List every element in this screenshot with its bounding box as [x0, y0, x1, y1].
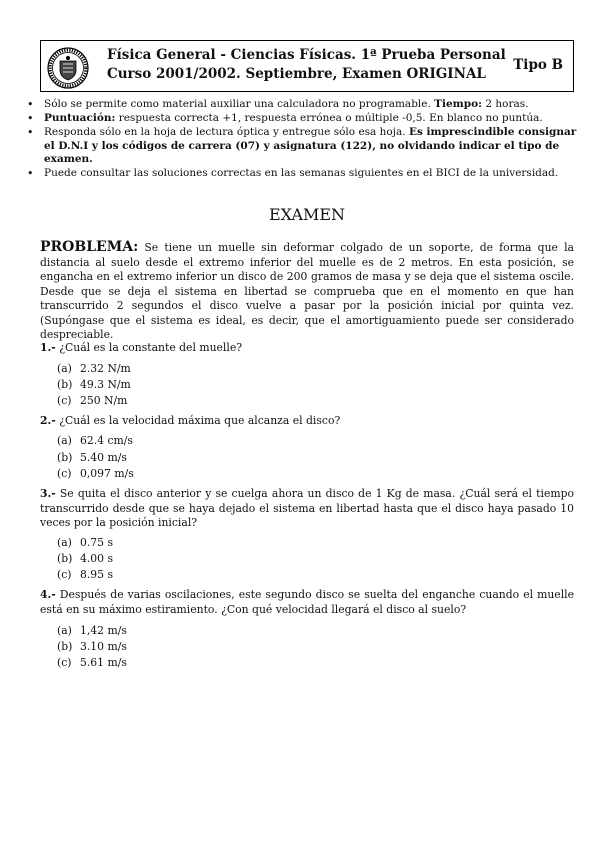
option-3b — [57, 552, 113, 565]
option-letter: (a) — [57, 362, 72, 375]
option-text: 0.75 s — [80, 536, 114, 549]
option-2b — [57, 451, 127, 464]
header-exam-session: Curso 2001/2002. Septiembre, Examen ORIGINAL — [107, 66, 486, 82]
rule-emphasis: Es imprescindible consignar el D.N.I y los códigos de carrera (07) y asignatura (122), no olvidando indicar el tipo de examen. — [44, 126, 577, 165]
option-3a — [57, 536, 113, 549]
option-text: 1,42 m/s — [80, 624, 127, 637]
option-letter: (a) — [57, 434, 72, 447]
rule-item — [24, 126, 580, 167]
rule-emphasis: Puntuación: — [44, 112, 116, 124]
problem-heading: PROBLEMA: — [40, 239, 139, 255]
exam-rules-list — [24, 98, 580, 181]
option-2a — [57, 434, 133, 447]
option-letter: (a) — [57, 536, 72, 549]
question-number: 3.- — [40, 487, 56, 500]
question-number: 4.- — [40, 588, 56, 601]
bullet-icon: • — [27, 112, 34, 125]
option-text: 5.40 m/s — [80, 451, 127, 464]
rule-item — [24, 167, 580, 181]
option-letter: (b) — [57, 451, 73, 464]
option-1b — [57, 378, 131, 391]
rule-text: Sólo se permite como material auxiliar una calculadora no programable. — [44, 98, 435, 110]
question-2 — [40, 414, 574, 429]
option-4c — [57, 656, 127, 669]
option-text: 250 N/m — [80, 394, 128, 407]
question-number: 2.- — [40, 414, 56, 427]
option-letter: (b) — [57, 640, 73, 653]
rule-text: Responda sólo en la hoja de lectura óptica y entregue sólo esa hoja. — [44, 126, 409, 138]
question-number: 1.- — [40, 341, 56, 354]
problem-text: Se tiene un muelle sin deformar colgado de un soporte, de forma que la distancia al suelo desde el extremo inferior del muelle es de 2 metros. En esta posición, se engancha en el extremo inferior un disco de 200 gramos de masa y se deja que el sistema oscile. Desde que se deja el sistema en libertad se comprueba que en el momento en que han transcurrido 2 segundos el disco vuelve a pasar por la posición inicial por quinta vez. (Supóngase que el sistema es ideal, es decir, que el amortiguamiento puede ser considerado despreciable. — [40, 241, 574, 341]
option-letter: (c) — [57, 656, 72, 669]
option-text: 2.32 N/m — [80, 362, 131, 375]
question-text: Se quita el disco anterior y se cuelga ahora un disco de 1 Kg de masa. ¿Cuál será el tiempo transcurrido desde que se haya dejado el sistema en libertad hasta que el disco haya pasado 10 veces por la posición inicial? — [40, 487, 574, 529]
option-text: 4.00 s — [80, 552, 114, 565]
option-4a — [57, 624, 127, 637]
question-1 — [40, 341, 574, 356]
option-letter: (b) — [57, 552, 73, 565]
question-text: ¿Cuál es la constante del muelle? — [55, 341, 242, 354]
question-text: ¿Cuál es la velocidad máxima que alcanza el disco? — [55, 414, 341, 427]
rule-item — [24, 98, 580, 112]
question-3 — [40, 487, 574, 531]
option-letter: (c) — [57, 568, 72, 581]
option-text: 0,097 m/s — [80, 467, 134, 480]
option-2c — [57, 467, 134, 480]
bullet-icon: • — [27, 98, 34, 111]
problem-statement — [40, 240, 574, 343]
exam-header — [40, 40, 574, 92]
option-1c — [57, 394, 127, 407]
question-text: Después de varias oscilaciones, este segundo disco se suelta del enganche cuando el muelle está en su máximo estiramiento. ¿Con qué velocidad llegará el disco al suelo? — [40, 588, 574, 616]
rule-emphasis: Tiempo: — [434, 98, 482, 110]
option-text: 49.3 N/m — [80, 378, 131, 391]
option-3c — [57, 568, 113, 581]
page-title: EXAMEN — [268, 205, 346, 224]
rule-text: Puede consultar las soluciones correctas en las semanas siguientes en el BICI de la universidad. — [44, 167, 559, 179]
option-4b — [57, 640, 127, 653]
option-letter: (b) — [57, 378, 73, 391]
bullet-icon: • — [27, 167, 34, 180]
option-text: 5.61 m/s — [80, 656, 127, 669]
rule-text-tail: 2 horas. — [482, 98, 529, 110]
header-course-title: Física General - Ciencias Físicas. 1ª Prueba Personal — [107, 47, 506, 63]
option-letter: (a) — [57, 624, 72, 637]
rule-text: respuesta correcta +1, respuesta errónea o múltiple -0,5. En blanco no puntúa. — [115, 112, 543, 124]
option-text: 62.4 cm/s — [80, 434, 133, 447]
option-1a — [57, 362, 131, 375]
bullet-icon: • — [27, 126, 34, 139]
option-letter: (c) — [57, 467, 72, 480]
question-4 — [40, 588, 574, 617]
option-letter: (c) — [57, 394, 72, 407]
option-text: 3.10 m/s — [80, 640, 127, 653]
rule-item — [24, 112, 580, 126]
university-seal-icon — [47, 47, 89, 89]
option-text: 8.95 s — [80, 568, 114, 581]
exam-type-label: Tipo B — [513, 57, 563, 73]
